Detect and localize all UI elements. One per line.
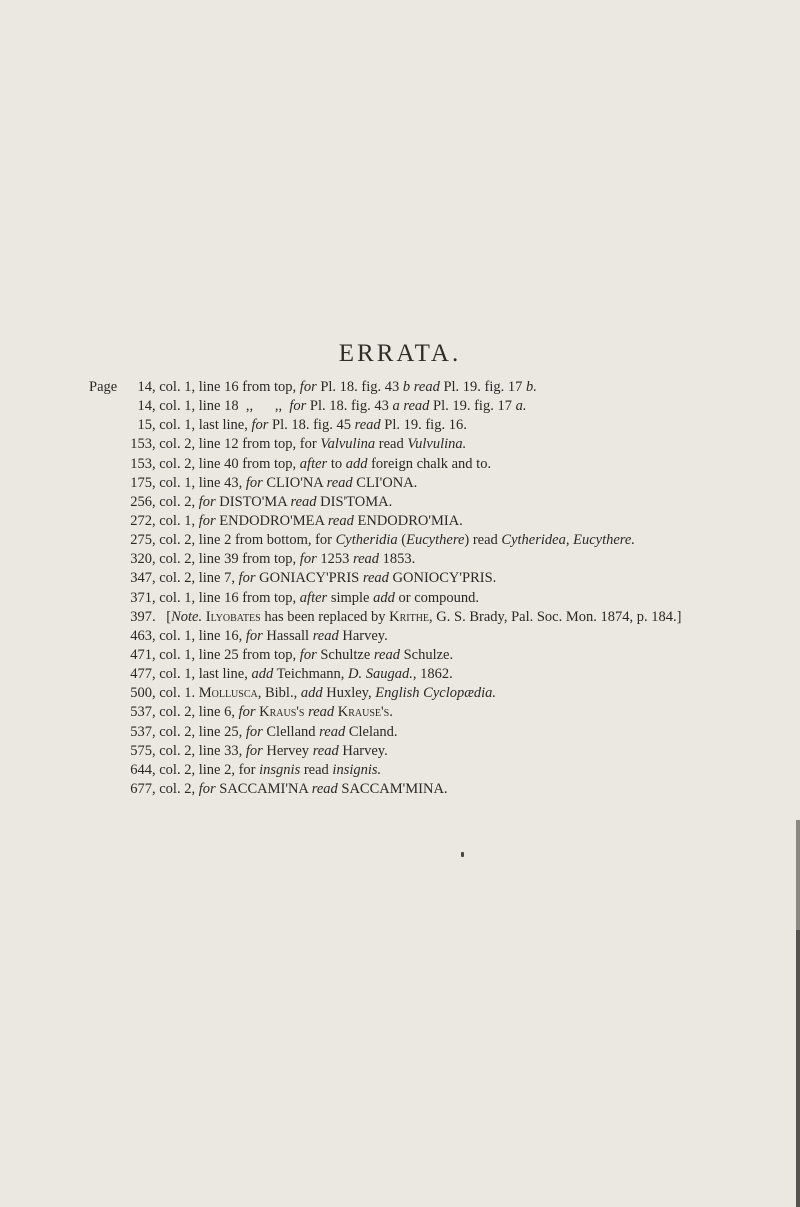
- errata-entry: [0, 378, 800, 397]
- text-run: Teichmann,: [273, 666, 349, 683]
- italic-term: b.: [526, 379, 537, 395]
- small-caps-term: Ilyobates: [205, 608, 261, 625]
- text-run: , col. 1, line 16,: [152, 627, 246, 644]
- italic-term: for: [251, 417, 269, 434]
- page-number: 677: [130, 780, 152, 797]
- errata-entry: [0, 435, 800, 454]
- correction-text: [152, 512, 463, 531]
- errata-entry: [0, 742, 800, 761]
- correction-text: [152, 435, 466, 454]
- text-run: CLIO'NA: [262, 474, 327, 491]
- page-number: 463: [130, 627, 152, 644]
- small-caps-term: Krause's: [337, 704, 390, 721]
- text-run: CLI'ONA.: [352, 474, 418, 491]
- correction-text: [152, 378, 537, 397]
- correction-text: [152, 703, 393, 722]
- page-number: 347: [130, 570, 152, 587]
- text-run: , col. 1,: [152, 512, 199, 529]
- italic-term: read: [312, 742, 339, 759]
- text-run: DISTO'MA: [215, 493, 291, 510]
- italic-term: read: [319, 723, 346, 740]
- text-run: .: [389, 704, 393, 721]
- italic-term: a: [392, 398, 400, 415]
- text-run: Pl. 18. fig. 45: [268, 417, 355, 434]
- text-run: Hervey: [262, 742, 313, 759]
- italic-term: for: [245, 742, 263, 759]
- page-number: 256: [130, 493, 152, 510]
- text-run: 1253: [316, 551, 353, 568]
- errata-entry: [0, 761, 800, 780]
- page-number: 14: [137, 379, 152, 395]
- text-run: SACCAMI'NA: [215, 780, 312, 797]
- text-run: , col. 2,: [152, 493, 199, 510]
- italic-term: for: [198, 512, 216, 529]
- text-run: Pl. 18. fig. 43: [306, 398, 393, 415]
- errata-entry: [0, 589, 800, 608]
- errata-list: [0, 378, 800, 799]
- text-run: Pl. 19. fig. 17: [429, 398, 516, 415]
- italic-term: D. Saugad.: [348, 666, 413, 683]
- italic-term: read: [362, 570, 389, 587]
- italic-term: add: [300, 685, 323, 702]
- errata-entry: [0, 455, 800, 474]
- italic-term: read: [312, 627, 339, 644]
- page-number: 175: [130, 474, 152, 491]
- page-number: 537: [130, 704, 152, 721]
- italic-term: after: [299, 455, 328, 472]
- italic-term: for: [245, 723, 263, 740]
- correction-text: [152, 646, 453, 665]
- text-run: , Bibl.,: [257, 685, 301, 702]
- italic-term: after: [299, 589, 328, 606]
- errata-entry: [0, 531, 800, 550]
- text-run: GONIOCY'PRIS.: [388, 570, 497, 587]
- text-run: Huxley,: [322, 685, 376, 702]
- correction-text: [152, 474, 417, 493]
- correction-text: [152, 665, 453, 684]
- italic-term: Cytheridea, Eucythere.: [501, 532, 635, 549]
- text-run: to: [327, 455, 346, 472]
- correction-text: [152, 780, 448, 799]
- page-number: 575: [130, 742, 152, 759]
- page-title: ERRATA.: [338, 340, 462, 367]
- text-run: , col. 2, line 39 from top,: [152, 551, 300, 568]
- text-run: , col. 1, line 18 ,, ,,: [152, 398, 290, 415]
- text-run: GONIACY'PRIS: [255, 570, 363, 587]
- scan-edge-shadow: [796, 930, 800, 1207]
- text-run: Pl. 18. fig. 43: [316, 379, 403, 395]
- text-run: Schultze: [316, 646, 374, 663]
- text-run: ENDODRO'MEA: [215, 512, 328, 529]
- text-run: Pl. 19. fig. 17: [439, 379, 527, 395]
- text-run: , col. 1, line 43,: [152, 474, 246, 491]
- page-number: 320: [130, 551, 152, 568]
- text-run: , col. 2, line 7,: [152, 570, 239, 587]
- italic-term: read: [373, 646, 400, 663]
- text-run: , col. 2, line 6,: [152, 704, 239, 721]
- italic-term: insignis.: [332, 761, 382, 778]
- errata-entry: [0, 512, 800, 531]
- errata-entry: [0, 627, 800, 646]
- correction-text: [152, 493, 392, 512]
- errata-entry: [0, 474, 800, 493]
- text-run: , col. 1, line 25 from top,: [152, 646, 300, 663]
- page-separator: .: [152, 608, 156, 625]
- italic-term: add: [373, 589, 395, 606]
- text-run: , col. 1, last line,: [152, 417, 252, 434]
- text-run: ENDODRO'MIA.: [353, 512, 463, 529]
- page-number: 275: [130, 532, 152, 549]
- page-number: 397: [130, 608, 152, 625]
- text-run: foreign chalk and to.: [367, 455, 492, 472]
- italic-term: Valvulina: [320, 436, 376, 453]
- page-number: 153: [130, 455, 152, 472]
- text-run: SACCAM'MINA.: [337, 780, 448, 797]
- italic-term: read: [413, 379, 440, 395]
- correction-text: [152, 627, 388, 646]
- italic-term: Eucythere: [406, 532, 465, 549]
- text-run: read: [300, 761, 333, 778]
- errata-entry: [0, 684, 800, 703]
- italic-term: add: [251, 666, 274, 683]
- text-run: , G. S. Brady, Pal. Soc. Mon. 1874, p. 184.]: [429, 608, 682, 625]
- page-number: 153: [130, 436, 152, 453]
- text-run: (: [397, 532, 407, 549]
- italic-term: English Cyclopædia.: [375, 685, 497, 702]
- text-run: , col. 1, line 16 from top,: [152, 589, 300, 606]
- page-number: 371: [130, 589, 152, 606]
- text-run: ) read: [464, 532, 502, 549]
- correction-text: [152, 455, 491, 474]
- italic-term: read: [308, 704, 335, 721]
- text-run: Schulze.: [399, 646, 454, 663]
- text-run: , col. 2, line 12 from top, for: [152, 436, 321, 453]
- text-run: , col. 1, line 16 from top,: [152, 379, 300, 395]
- correction-text: [152, 550, 415, 569]
- italic-term: for: [245, 627, 263, 644]
- correction-text: [152, 742, 388, 761]
- text-run: , col. 2, line 33,: [152, 742, 246, 759]
- italic-term: read: [327, 512, 354, 529]
- text-run: , col. 2, line 2, for: [152, 761, 260, 778]
- italic-term: for: [299, 379, 317, 395]
- text-run: Clelland: [262, 723, 320, 740]
- page-number: 644: [130, 761, 152, 778]
- correction-text: [152, 723, 398, 742]
- italic-term: for: [238, 704, 256, 721]
- italic-term: for: [299, 551, 317, 568]
- italic-term: read: [290, 493, 317, 510]
- errata-entry: [0, 569, 800, 588]
- correction-text: [152, 397, 526, 416]
- text-run: read: [375, 436, 408, 453]
- page-number: 537: [130, 723, 152, 740]
- text-run: 1853.: [379, 551, 416, 568]
- italic-term: a.: [515, 398, 527, 415]
- errata-entry: [0, 416, 800, 435]
- page-number: 471: [130, 646, 152, 663]
- page-prefix: Page: [89, 379, 118, 395]
- text-run: or compound.: [394, 589, 480, 606]
- page-number: 477: [130, 666, 152, 683]
- text-run: has been replaced by: [260, 608, 390, 625]
- text-run: , col. 2, line 2 from bottom, for: [152, 532, 336, 549]
- page-number: 14: [137, 398, 152, 415]
- errata-entry: [0, 780, 800, 799]
- page-number: 272: [130, 512, 152, 529]
- italic-term: Note.: [171, 608, 203, 625]
- errata-entry: [0, 550, 800, 569]
- correction-text: [159, 608, 681, 627]
- errata-entry: [0, 703, 800, 722]
- errata-entry: [0, 493, 800, 512]
- errata-entry: [0, 646, 800, 665]
- text-run: , 1862.: [412, 666, 453, 683]
- italic-term: read: [354, 417, 381, 434]
- italic-term: Cytheridia: [335, 532, 398, 549]
- errata-entry: [0, 665, 800, 684]
- italic-term: insgnis: [259, 761, 301, 778]
- text-run: Cleland.: [345, 723, 398, 740]
- text-run: Pl. 19. fig. 16.: [380, 417, 467, 434]
- text-run: , col. 1.: [152, 685, 199, 702]
- small-caps-term: Krithe: [389, 608, 430, 625]
- text-run: Harvey.: [338, 742, 388, 759]
- italic-term: read: [311, 780, 338, 797]
- italic-term: for: [238, 570, 256, 587]
- correction-text: [152, 416, 467, 435]
- italic-term: read: [352, 551, 380, 568]
- errata-entry: [0, 397, 800, 416]
- italic-term: b: [402, 379, 411, 395]
- correction-text: [152, 569, 496, 588]
- text-run: Hassall: [262, 627, 313, 644]
- correction-text: [152, 684, 496, 703]
- text-run: , col. 2, line 40 from top,: [152, 455, 300, 472]
- text-run: Harvey.: [338, 627, 388, 644]
- small-caps-term: Mollusca: [198, 685, 258, 702]
- italic-term: for: [198, 493, 216, 510]
- errata-entry: [0, 723, 800, 742]
- correction-text: [152, 761, 381, 780]
- italic-term: for: [299, 646, 317, 663]
- correction-text: [152, 589, 479, 608]
- italic-term: for: [245, 474, 263, 491]
- scan-speck: [461, 852, 464, 857]
- page-number: 500: [130, 685, 152, 702]
- page-number: 15: [137, 417, 152, 434]
- italic-term: for: [289, 398, 307, 415]
- text-run: , col. 1, last line,: [152, 666, 252, 683]
- text-run: , col. 2,: [152, 780, 199, 797]
- text-run: DIS'TOMA.: [316, 493, 393, 510]
- italic-term: Vulvulina.: [407, 436, 467, 453]
- text-run: [: [159, 608, 172, 625]
- correction-text: [152, 531, 635, 550]
- text-run: simple: [327, 589, 374, 606]
- scan-edge-shadow: [796, 820, 800, 930]
- italic-term: read: [403, 398, 430, 415]
- small-caps-term: Kraus's: [259, 704, 305, 721]
- text-run: , col. 2, line 25,: [152, 723, 246, 740]
- italic-term: for: [198, 780, 216, 797]
- errata-entry: [0, 608, 800, 627]
- italic-term: read: [326, 474, 353, 491]
- italic-term: add: [345, 455, 368, 472]
